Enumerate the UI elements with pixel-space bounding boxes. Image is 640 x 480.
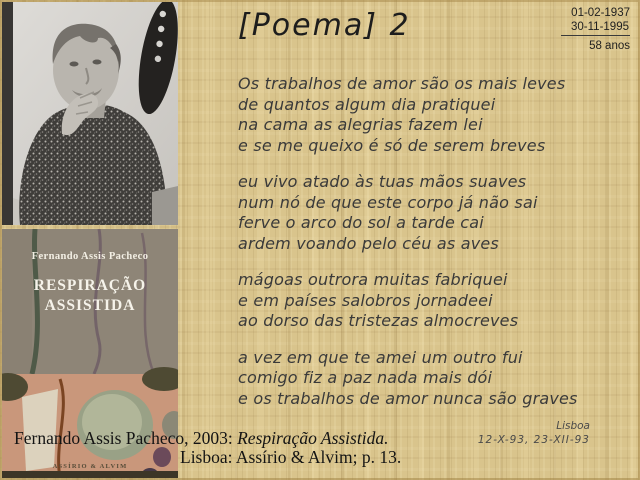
- poem-line: na cama as alegrias fazem lei: [238, 115, 483, 134]
- poem-line: e os trabalhos de amor nunca são graves: [238, 388, 578, 408]
- poem-line: Os trabalhos de amor são os mais leves: [238, 74, 566, 93]
- poem-line: ao dorso das tristezas almocreves: [238, 311, 519, 330]
- poem-stanza-4: [238, 348, 578, 410]
- poem-place: Lisboa: [556, 420, 590, 432]
- poem-stanza-3: [238, 270, 578, 332]
- photo-eye-left: [70, 62, 79, 67]
- life-dates: [561, 6, 630, 53]
- poem-text: [238, 74, 578, 425]
- citation-book-title: Respiração Assistida.: [237, 428, 389, 448]
- poem-line: ferve o arco do sol a tarde cai: [238, 213, 484, 232]
- cover-title-line1: RESPIRAÇÃO: [33, 277, 147, 294]
- citation-line1: [14, 429, 401, 448]
- death-date: 30-11-1995: [561, 20, 630, 36]
- poem-place-dates: [478, 420, 590, 446]
- poem-line: num nó de que este corpo já não sai: [238, 192, 538, 212]
- cover-bottom-band: [2, 471, 178, 478]
- poem-stanza-2: [238, 172, 578, 254]
- poem-written-dates: 12-X-93, 23-XII-93: [477, 434, 590, 446]
- citation-prefix: Fernando Assis Pacheco, 2003:: [14, 428, 238, 448]
- birth-date: 01-02-1937: [571, 7, 630, 19]
- cover-publisher: ASSÍRIO & ALVIM: [52, 463, 128, 470]
- poem-line: de quantos algum dia pratiquei: [238, 94, 496, 114]
- photo-eye-right: [93, 60, 102, 65]
- poem-line: mágoas outrora muitas fabriquei: [238, 270, 508, 289]
- page-title: [Poema] 2: [238, 8, 411, 43]
- author-portrait-photo: [2, 2, 178, 225]
- poem-line: e em países salobros jornadeei: [238, 290, 493, 310]
- photo-left-dark-bar: [2, 2, 13, 225]
- cover-title: [2, 276, 178, 316]
- photo-chair: [152, 186, 178, 225]
- citation: [14, 429, 401, 467]
- poem-line: eu vivo atado às tuas mãos suaves: [238, 172, 527, 191]
- citation-line2: Lisboa: Assírio & Alvim; p. 13.: [180, 447, 402, 467]
- cover-author: Fernando Assis Pacheco: [31, 251, 149, 262]
- poem-line: comigo fiz a paz nada mais dói: [238, 368, 493, 387]
- poem-stanza-1: [238, 74, 578, 156]
- death-date-row: [561, 20, 630, 36]
- poem-line: e se me queixo é só de serem breves: [238, 135, 546, 155]
- age-label: 58 anos: [589, 40, 630, 52]
- poem-line: ardem voando pelo céu as aves: [238, 233, 499, 253]
- cover-title-line2: ASSISTIDA: [44, 297, 136, 314]
- poem-line: a vez em que te amei um outro fui: [238, 347, 523, 367]
